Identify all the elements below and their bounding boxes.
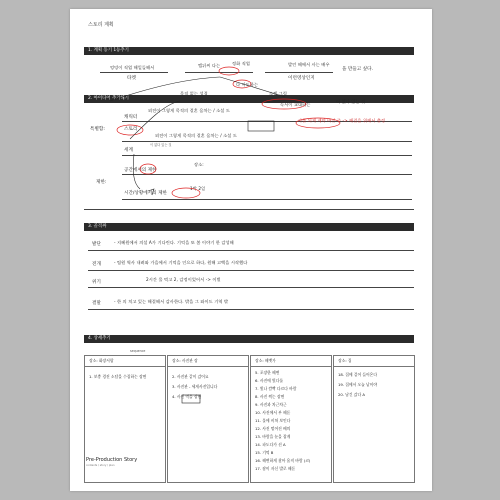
column-item: 20. 남긴 갔다 A — [338, 392, 365, 397]
row-label-1: 전개 — [92, 262, 101, 267]
section-4-caption: sequence — [130, 349, 146, 353]
column-item: 4. 사진 먹을 장면 — [172, 394, 202, 399]
label-world: 세계 — [124, 148, 133, 153]
column-item: 3. 사진관 - 세게사진입니다 — [172, 384, 218, 389]
row-text-3: - 한 의 치고 있는 해결해서 감사한다. 밖을 그 와이드 기역 밖 — [114, 299, 229, 304]
hand-place: 장소: — [194, 162, 204, 167]
column-item: 11. 물에 비쳐 보인다 — [255, 418, 291, 423]
label-limit: 제한: — [96, 180, 107, 185]
column-item: 15. 기억 B — [255, 450, 274, 455]
section-1-heading: 1. 계획 동기 1등추기 — [84, 47, 414, 55]
label-story: 스토리 — [124, 127, 138, 132]
column-item: 2. 사진관 같이 갔어요 — [172, 374, 209, 379]
column-head: 장소: 사진관 장 — [172, 358, 198, 363]
hand-character-note: 외전이 그렇게 목적의 결혼 음차는 / 소설 드 — [148, 108, 230, 113]
small-note: 이 없다 있는 것 — [150, 143, 172, 147]
label-space: 공간에서의 제한 — [124, 168, 157, 173]
column-item: 1. 보충 경진 소담을 수집하는 장면 — [89, 374, 147, 379]
label-end: 을 만들고 싶다. — [342, 67, 374, 72]
column-item: 14. 파도다가 선 A — [255, 442, 286, 447]
scene-column-1 — [167, 355, 249, 483]
hand-note-mid2: 정화 직업 — [232, 61, 251, 66]
label-character: 캐릭터 — [124, 115, 138, 120]
hand-note-mid1: 엘뒤씨 다는 — [198, 63, 221, 68]
column-item: 9. 사진과 차근차근 — [255, 402, 287, 407]
section-3-heading: 3. 골격짜 — [84, 223, 414, 231]
scene-column-2 — [250, 355, 332, 483]
label-target: 타켓 — [127, 76, 136, 81]
column-item: 7. 빛나 깜빡 다르다 바람 — [255, 386, 297, 391]
document-page — [70, 9, 432, 491]
row-label-2: 위기 — [92, 280, 101, 285]
column-item: 13. 바람을 눈을 잡게 — [255, 434, 291, 439]
hand-circle-2: 소렙 그림 — [269, 91, 288, 96]
row-text-0: - 지혜원에서 의설 A가 기다린다. 기억을 또 봄 이야기 한 감성해 — [114, 240, 234, 245]
scene-column-3 — [333, 355, 415, 483]
hand-circle-1: 다 이도하는 — [236, 82, 259, 87]
column-head: 장소: 해뱃가 — [255, 358, 276, 363]
row-text-1: - 팀원 역사 내려와 가을에서 기억을 인으로 하다, 원해 고백을 시작했다 — [114, 260, 248, 265]
hand-story-text: 외전이 그렇게 목적의 결혼 음차는 / 소설 드 — [155, 133, 237, 138]
hand-feature: 목적 없는 성경 — [180, 91, 208, 96]
column-item: 8. 사진 찍는 장면 — [255, 394, 285, 399]
hand-time-note: 1박 2일 — [190, 186, 206, 191]
section-2-heading: 2. 아이디어 추가해기 — [84, 95, 414, 103]
footer-subtitle: contents / story / plan — [86, 464, 115, 467]
section-4-heading: 4. 상세추기 — [84, 335, 414, 343]
label-time: 시간/상황에서의 제한 — [124, 191, 167, 196]
hand-note-right: 발언 해에서 사는 배우 — [288, 62, 330, 67]
page-title: 스토리 계획 — [88, 22, 114, 28]
label-special: 특별함: — [90, 127, 105, 132]
column-item: 6. 사진에 빛다를 — [255, 378, 284, 383]
hand-right-note: 이 없다 있는 것 — [336, 99, 366, 104]
column-item: 12. 사진 떨어진 배의 — [255, 426, 291, 431]
column-head: 장소: 화장서랍 — [89, 358, 114, 363]
footer-title: Pre-Production Story — [86, 457, 138, 463]
column-head: 장소: 집 — [338, 358, 352, 363]
hand-note-left: 엉덩이 직업 해일들해서 — [110, 65, 155, 70]
hand-story-red: 가졸 되게 제약 바진 중 -> 해결을 위해서 출정 — [298, 118, 386, 123]
column-item: 10. 사진에서 부 해돋 — [255, 410, 291, 415]
row-label-3: 결말 — [92, 301, 101, 306]
hand-red-note: 독서이 교대하는 — [280, 102, 311, 107]
row-text-2: 2시간 물 먹고 2, 감정이었어서 -> 이별 — [146, 277, 221, 282]
row-label-0: 발단 — [92, 242, 101, 247]
column-item: 19. 집에서 오늘 날이야 — [338, 382, 378, 387]
column-item: 16. 해변하게 찾아 움직 바람 (코) — [255, 458, 311, 463]
label-want: 이런영상인지 — [288, 76, 315, 81]
column-item: 5. 포장한 해변 — [255, 370, 280, 375]
column-item: 18. 집에 걸어 들어온다 — [338, 372, 378, 377]
column-item: 17. 잠이 자신 발로 해돋 — [255, 466, 296, 471]
